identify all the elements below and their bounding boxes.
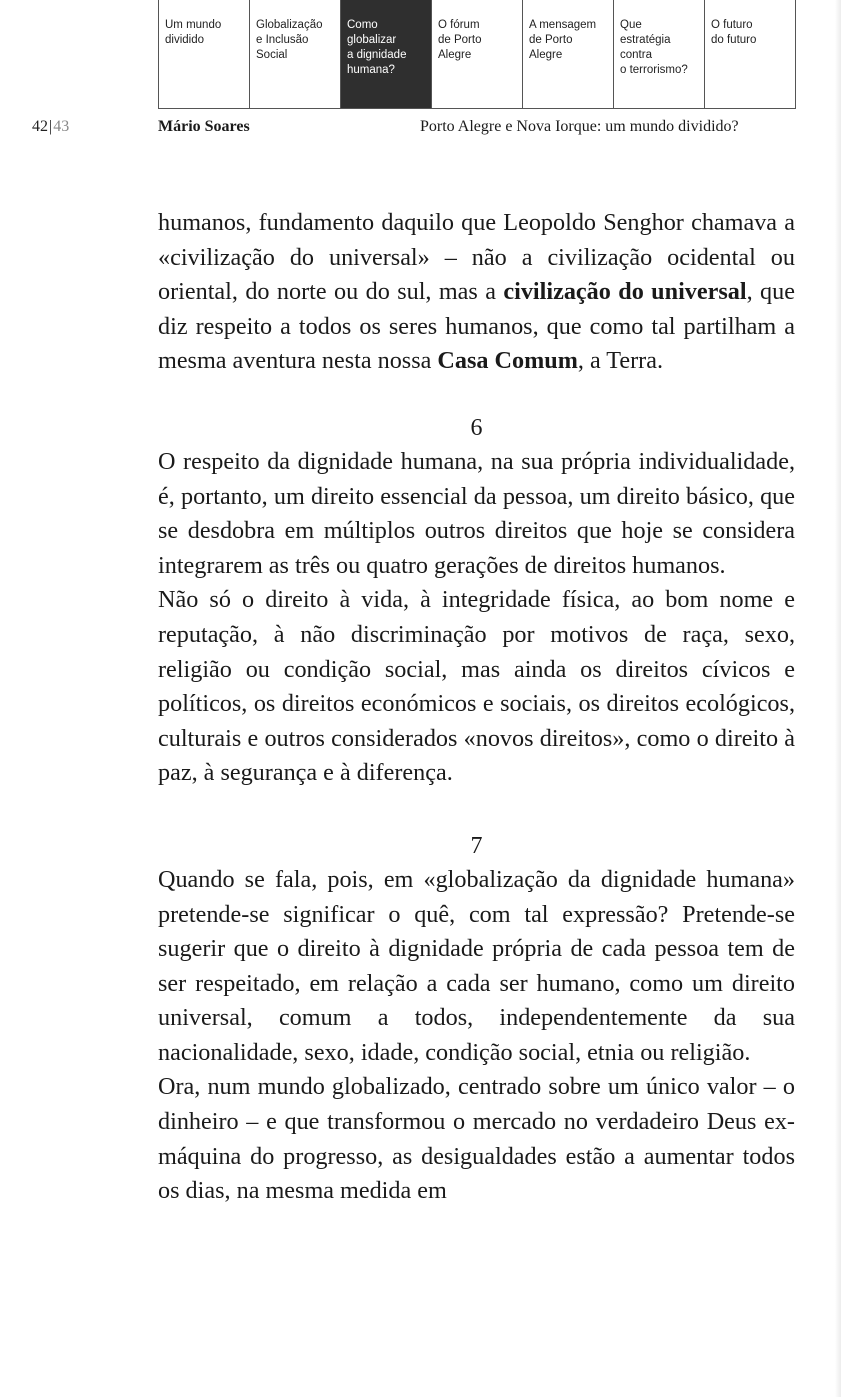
paragraph: O respeito da dignidade humana, na sua própria individualidade, é, portanto, um direito essencial da pessoa, um direito básico, que se desdobra em múltiplos outros direitos que hoje se considera integrarem as três ou quatro gerações de direitos humanos. (158, 447, 795, 579)
page-numbers (32, 118, 69, 136)
running-header-author: Mário Soares (158, 118, 250, 135)
section-number-7: 7 (470, 832, 483, 859)
page-edge-shadow (835, 0, 841, 1397)
chapter-tab-globalizacao-inclusao[interactable]: Globalização e Inclusão Social (249, 0, 340, 108)
section-number-6: 6 (470, 414, 483, 441)
page-number-left: 42 (32, 118, 48, 135)
page-number-right: 43 (53, 118, 70, 135)
bold-phrase: civilização do universal (503, 278, 747, 306)
paragraph: humanos, fundamento daquilo que Leopoldo Senghor chamava a «civilização do universal» – não a civilização ocidental ou oriental, do norte ou do sul, mas a civilização do universal, que diz respeito a todos os seres humanos, que como tal partilham a mesma aventura nesta nossa Casa Comum, a Terra. (158, 209, 795, 375)
bold-phrase: Casa Comum (437, 347, 578, 375)
main-text (158, 206, 795, 1209)
chapter-tab-um-mundo-dividido[interactable]: Um mundo dividido (158, 0, 249, 108)
chapter-tab-estrategia-terrorismo[interactable]: Que estratégia contra o terrorismo? (613, 0, 704, 108)
chapter-tab-futuro-do-futuro[interactable]: O futuro do futuro (704, 0, 796, 108)
paragraph: Ora, num mundo globalizado, centrado sobre um único valor – o dinheiro – e que transformou o mercado no verdadeiro Deus ex-máquina do progresso, as desigualdades estão a aumentar todos os dias, na mesma medida em (158, 1073, 795, 1205)
paragraph: Não só o direito à vida, à integridade física, ao bom nome e reputação, à não discriminação por motivos de raça, sexo, religião ou condição social, mas ainda os direitos cívicos e políticos, os direitos económicos e sociais, os direitos ecológicos, culturais e outros considerados «novos direitos», como o direito à paz, à segurança e à diferença. (158, 586, 795, 787)
chapter-tab-como-globalizar[interactable]: Como globalizar a dignidade humana? (340, 0, 431, 108)
chapter-navigation (158, 0, 796, 109)
paragraph: Quando se fala, pois, em «globalização da dignidade humana» pretende-se significar o quê, com tal expressão? Pretende-se sugerir que o direito à dignidade própria de cada pessoa tem de ser respeitado, em relação a cada ser humano, como um direito universal, comum a todos, independentemente da sua nacionalidade, sexo, idade, condição social, etnia ou religião. (158, 865, 795, 1066)
page-number-separator: | (49, 118, 53, 135)
chapter-tab-mensagem-porto-alegre[interactable]: A mensagem de Porto Alegre (522, 0, 613, 108)
chapter-tab-forum-porto-alegre[interactable]: O fórum de Porto Alegre (431, 0, 522, 108)
running-header-title: Porto Alegre e Nova Iorque: um mundo dividido? (420, 118, 739, 135)
